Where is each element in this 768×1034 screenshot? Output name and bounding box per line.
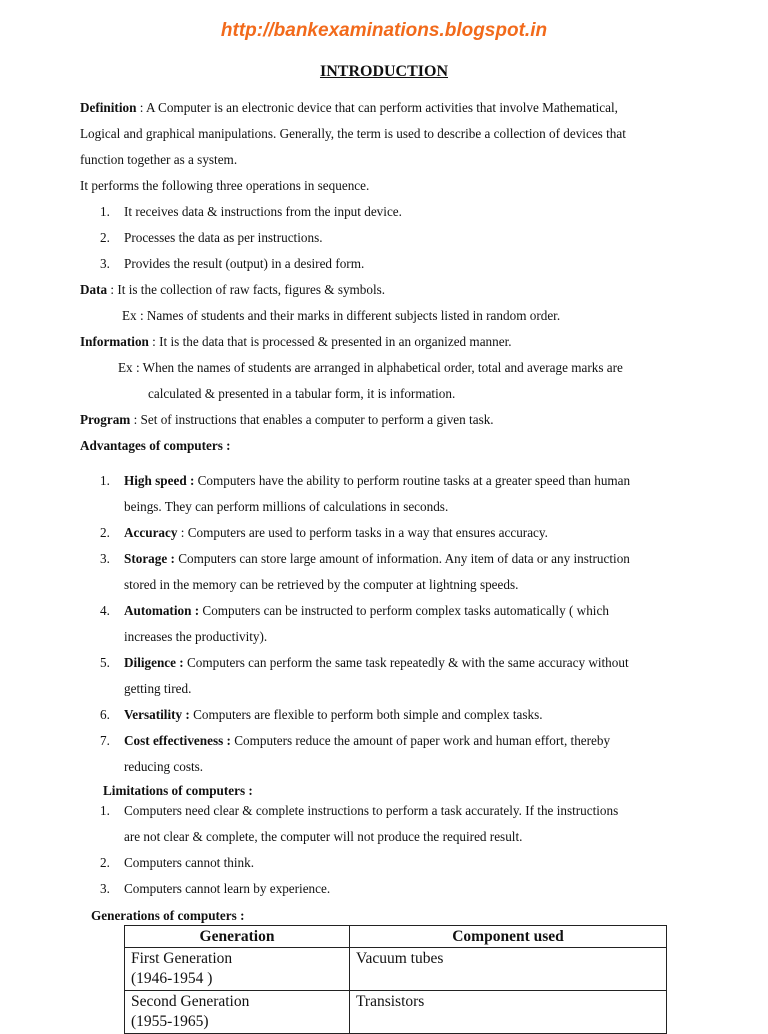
advantage-item: 1. High speed : Computers have the ability to perform routine tasks at a greater speed than human xyxy=(100,473,631,488)
operation-item: 1. It receives data & instructions from the input device. xyxy=(100,204,402,219)
table-header-row xyxy=(125,926,667,948)
limitation-item-cont: are not clear & complete, the computer will not produce the required result. xyxy=(124,829,523,844)
operation-item: 3. Provides the result (output) in a desired form. xyxy=(100,256,365,271)
limitations-heading: Limitations of computers : xyxy=(103,783,253,798)
generations-table xyxy=(124,925,667,1034)
limitation-item: 2. Computers cannot think. xyxy=(100,855,255,870)
information-example-1: Ex : When the names of students are arranged in alphabetical order, total and average marks are xyxy=(118,360,623,375)
operations-intro: It performs the following three operations in sequence. xyxy=(80,178,370,193)
page-title: INTRODUCTION xyxy=(319,63,448,80)
data-example: Ex : Names of students and their marks in different subjects listed in random order. xyxy=(122,308,561,323)
definition-label: Definition xyxy=(80,100,137,115)
advantage-item-cont: getting tired. xyxy=(124,681,192,696)
information-example-2: calculated & presented in a tabular form, it is information. xyxy=(148,386,456,401)
advantage-item: 5. Diligence : Computers can perform the same task repeatedly & with the same accuracy without xyxy=(100,655,629,670)
column-header: Component used xyxy=(350,926,667,948)
table-cell: Transistors xyxy=(350,991,667,1034)
program-label: Program xyxy=(80,412,131,427)
blog-url-link[interactable]: http://bankexaminations.blogspot.in xyxy=(220,20,548,41)
advantage-item: 4. Automation : Computers can be instructed to perform complex tasks automatically ( which xyxy=(100,603,609,618)
table-cell: Second Generation (1955-1965) xyxy=(125,991,350,1034)
definition-line-2: Logical and graphical manipulations. Generally, the term is used to describe a collection of devices that xyxy=(80,126,626,141)
advantage-item: 2. Accuracy : Computers are used to perform tasks in a way that ensures accuracy. xyxy=(100,525,548,540)
definition-line-1: Definition : A Computer is an electronic device that can perform activities that involve Mathematical, xyxy=(80,100,618,115)
table-row xyxy=(125,991,667,1034)
advantage-item-cont: beings. They can perform millions of calculations in seconds. xyxy=(124,499,449,514)
column-header: Generation xyxy=(125,926,350,948)
limitation-item: 1. Computers need clear & complete instructions to perform a task accurately. If the instructions xyxy=(100,803,619,818)
operation-item: 2. Processes the data as per instructions. xyxy=(100,230,323,245)
data-label: Data xyxy=(80,282,108,297)
advantage-item-cont: stored in the memory can be retrieved by the computer at lightning speeds. xyxy=(124,577,519,592)
advantage-item: 7. Cost effectiveness : Computers reduce the amount of paper work and human effort, thereby xyxy=(100,733,611,748)
table-cell: First Generation (1946-1954 ) xyxy=(125,948,350,991)
advantages-heading: Advantages of computers : xyxy=(80,438,231,453)
table-cell: Vacuum tubes xyxy=(350,948,667,991)
limitation-item: 3. Computers cannot learn by experience. xyxy=(100,881,331,896)
advantage-item-cont: increases the productivity). xyxy=(124,629,268,644)
generations-heading: Generations of computers : xyxy=(91,908,245,923)
information-definition: Information : It is the data that is processed & presented in an organized manner. xyxy=(80,334,512,349)
advantage-item: 3. Storage : Computers can store large amount of information. Any item of data or any instruction xyxy=(100,551,630,566)
data-definition: Data : It is the collection of raw facts, figures & symbols. xyxy=(80,282,386,297)
information-label: Information xyxy=(80,334,149,349)
advantage-item: 6. Versatility : Computers are flexible to perform both simple and complex tasks. xyxy=(100,707,543,722)
advantage-item-cont: reducing costs. xyxy=(124,759,204,774)
program-definition: Program : Set of instructions that enables a computer to perform a given task. xyxy=(80,412,494,427)
table-row xyxy=(125,948,667,991)
definition-line-3: function together as a system. xyxy=(80,152,238,167)
document-body xyxy=(80,95,720,902)
